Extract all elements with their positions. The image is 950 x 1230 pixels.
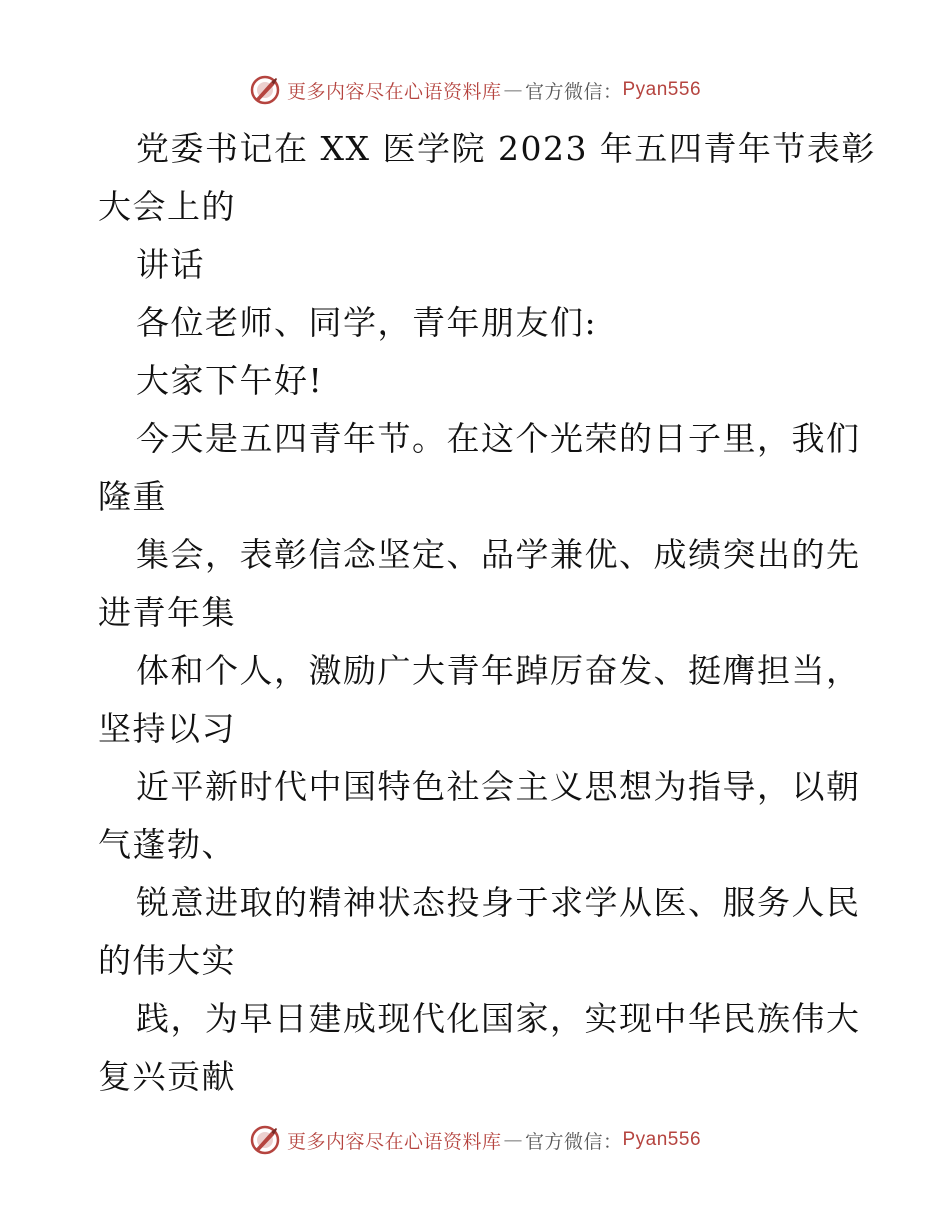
text-line: 讲话 bbox=[136, 245, 205, 284]
text-line: 隆重 bbox=[98, 477, 167, 516]
quill-seal-icon bbox=[249, 1124, 281, 1156]
watermark-label: 官方微信： bbox=[524, 80, 623, 103]
quill-seal-icon bbox=[249, 74, 281, 106]
text-line: 今天是五四青年节。在这个光荣的日子里，我们 bbox=[136, 419, 861, 458]
watermark-id: Pyan556 bbox=[622, 79, 702, 100]
watermark-brand: 更多内容尽在心语资料库 bbox=[286, 80, 502, 103]
text-line: 锐意进取的精神状态投身于求学从医、服务人民 bbox=[136, 883, 861, 922]
text-line: 坚持以习 bbox=[98, 709, 236, 748]
text-line: 党委书记在 XX 医学院 2023 年五四青年节表彰 bbox=[136, 129, 876, 168]
text-line: 复兴贡献 bbox=[98, 1057, 236, 1096]
footer-watermark bbox=[0, 1122, 950, 1158]
speech-body bbox=[98, 120, 876, 1106]
text-line: 践，为早日建成现代化国家，实现中华民族伟大 bbox=[136, 999, 861, 1038]
watermark-label: 官方微信： bbox=[524, 1130, 623, 1153]
watermark-id: Pyan556 bbox=[622, 1129, 702, 1150]
text-line: 近平新时代中国特色社会主义思想为指导，以朝 bbox=[136, 767, 861, 806]
header-watermark bbox=[0, 72, 950, 108]
text-line: 气蓬勃、 bbox=[98, 825, 236, 864]
text-line: 体和个人，激励广大青年踔厉奋发、挺膺担当， bbox=[136, 651, 861, 690]
watermark-separator: — bbox=[503, 79, 523, 101]
watermark-brand: 更多内容尽在心语资料库 bbox=[286, 1130, 502, 1153]
text-line: 集会，表彰信念坚定、品学兼优、成绩突出的先 bbox=[136, 535, 861, 574]
text-line: 大会上的 bbox=[98, 187, 236, 226]
text-line: 进青年集 bbox=[98, 593, 236, 632]
text-line: 的伟大实 bbox=[98, 941, 236, 980]
text-line: 大家下午好! bbox=[136, 361, 324, 400]
text-line: 各位老师、同学，青年朋友们: bbox=[136, 303, 598, 342]
watermark-separator: — bbox=[503, 1129, 523, 1151]
